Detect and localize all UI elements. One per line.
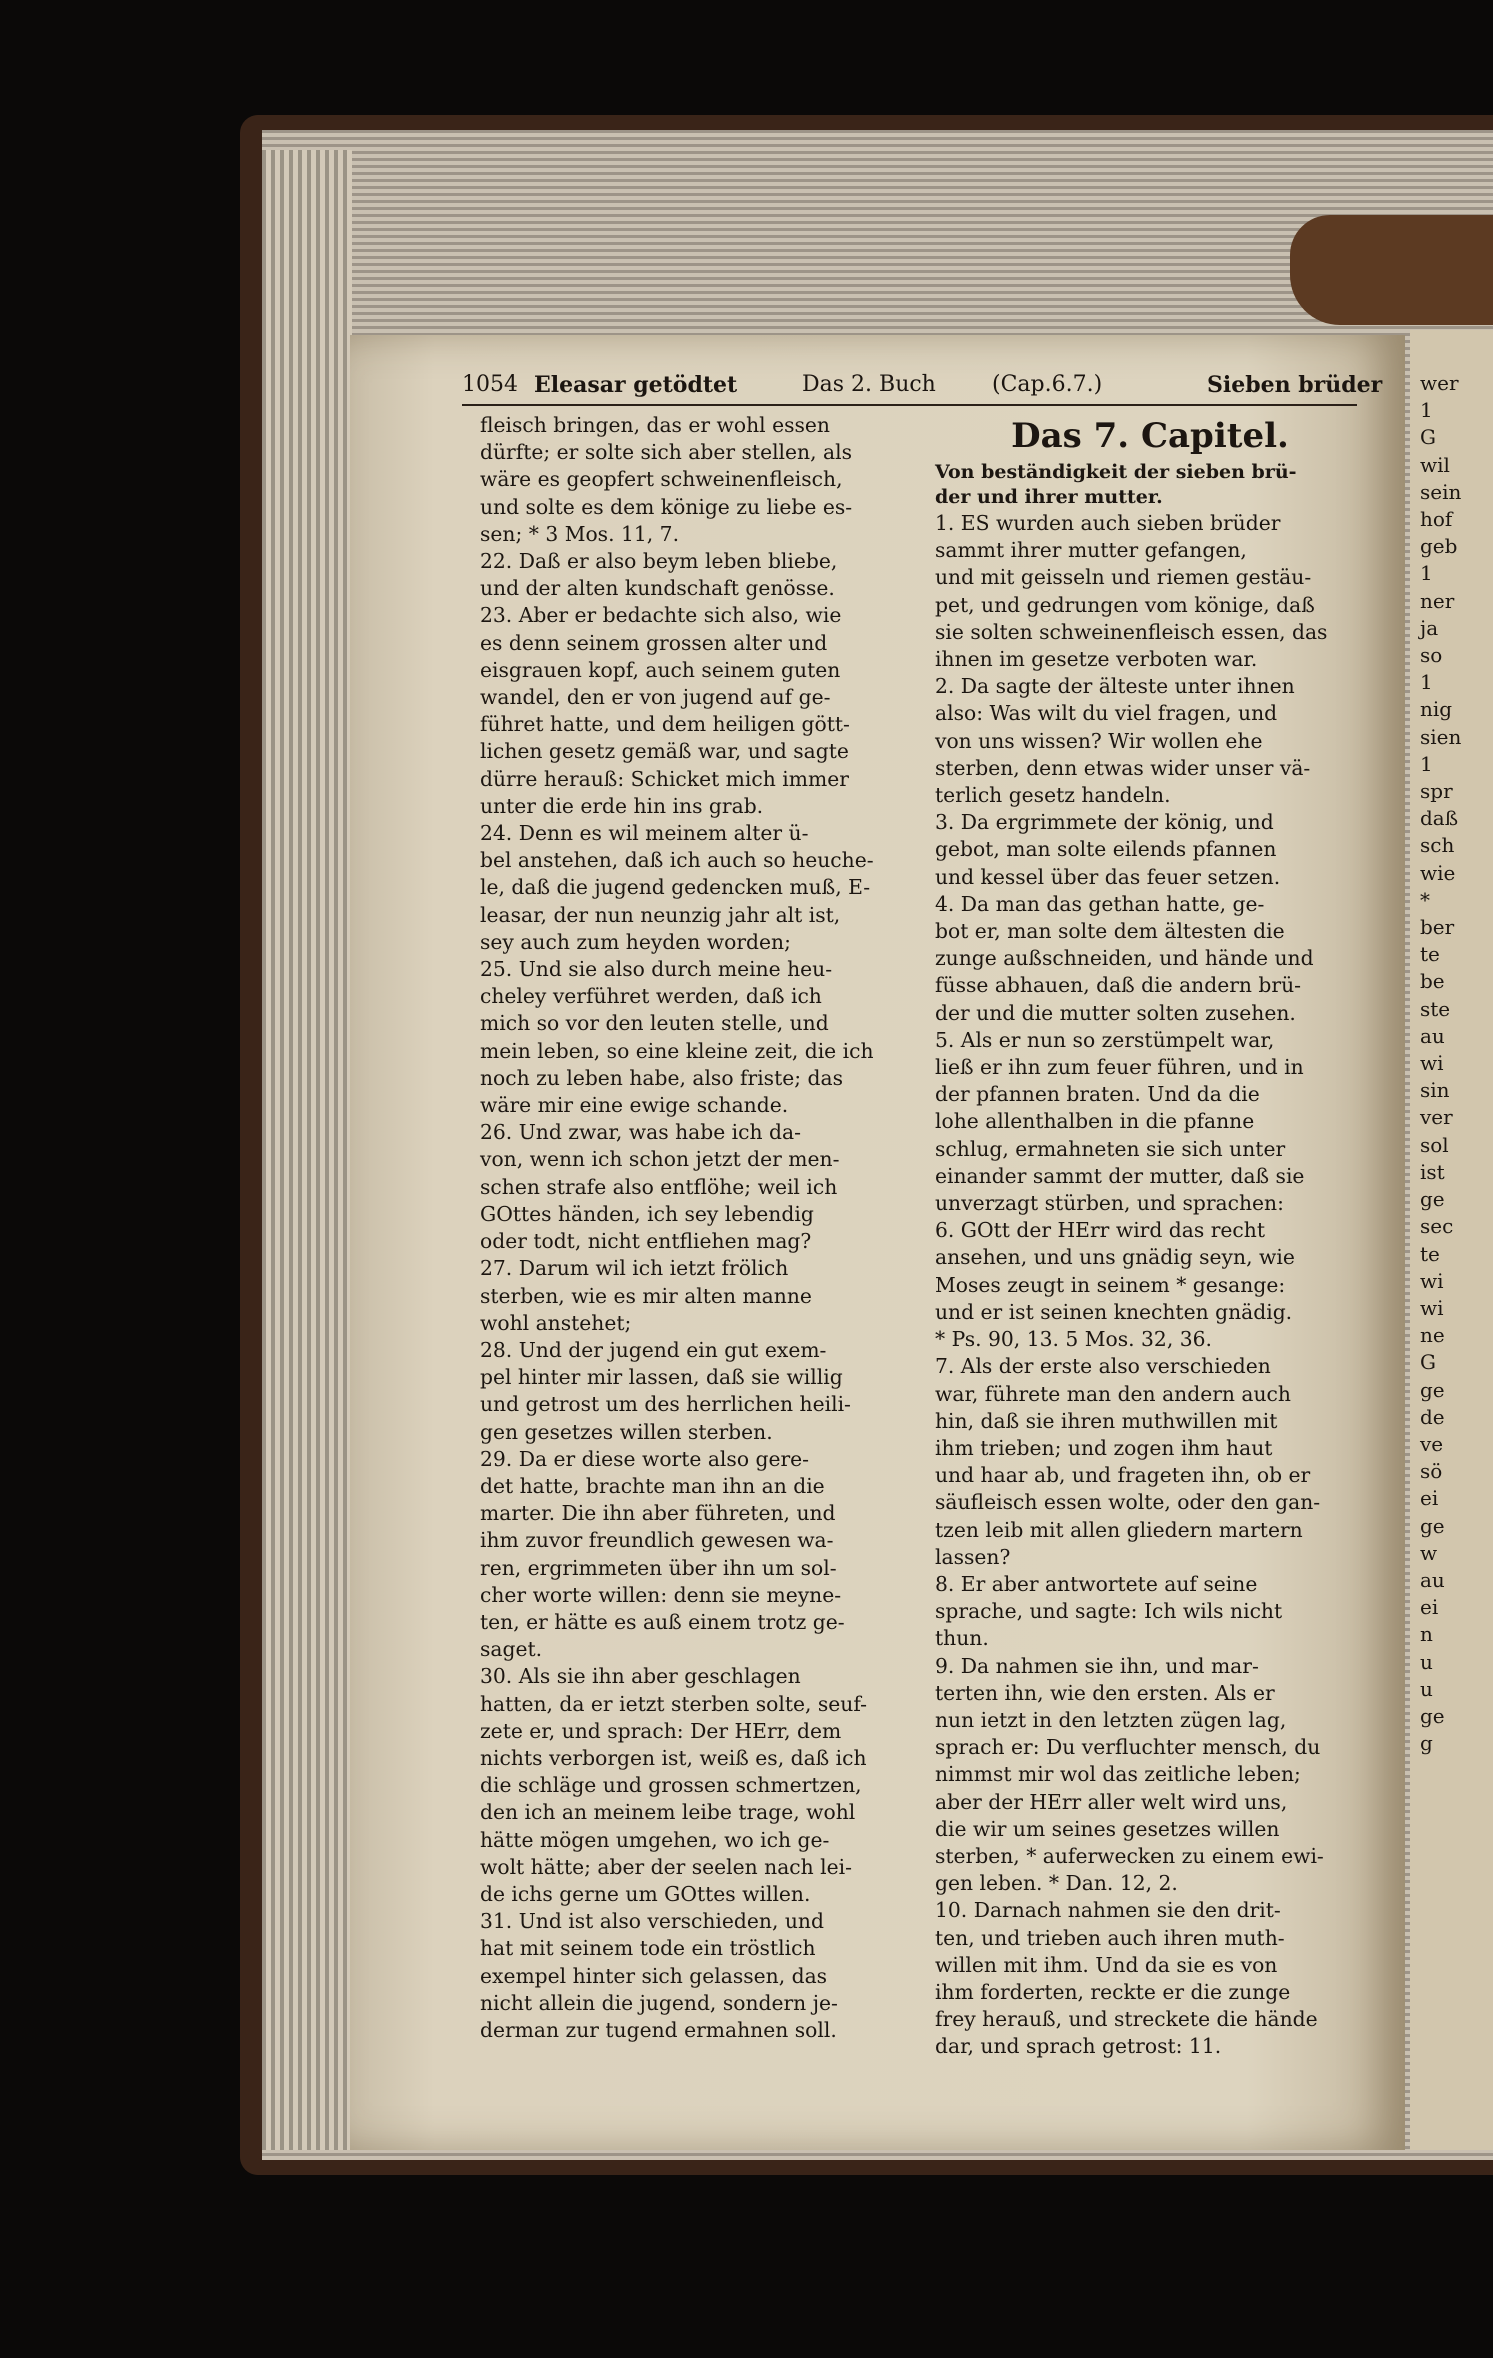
text-line: wohl anstehet; (480, 1310, 632, 1335)
text-line: zete er, und sprach: Der HErr, dem (480, 1718, 842, 1743)
text-line: aber der HErr aller welt wird uns, (935, 1789, 1288, 1814)
text-line: det hatte, brachte man ihn an die (480, 1473, 825, 1498)
facing-page-fragment: wi (1420, 1268, 1444, 1293)
facing-page-fragment: G (1420, 1350, 1436, 1375)
text-line: ten, er hätte es auß einem trotz ge- (480, 1609, 845, 1634)
text-line: thun. (935, 1626, 989, 1651)
facing-page-fragment: ner (1420, 588, 1455, 613)
text-line: ren, ergrimmeten über ihn um sol- (480, 1555, 837, 1580)
facing-page-fragment: n (1420, 1622, 1433, 1647)
text-line: hin, daß sie ihren muthwillen mit (935, 1408, 1278, 1433)
chapter-reference: (Cap.6.7.) (992, 372, 1103, 397)
facing-page-fragment: wer (1420, 371, 1459, 395)
text-line: den ich an meinem leibe trage, wohl (480, 1800, 856, 1825)
right-text-column (935, 412, 1365, 2061)
facing-page-fragment: ste (1420, 996, 1451, 1021)
summary-line: der und ihrer mutter. (935, 486, 1163, 508)
text-line: schlug, ermahneten sie sich unter (935, 1136, 1286, 1161)
text-line: 23. Aber er bedachte sich also, wie (480, 603, 842, 628)
page-edges-side (262, 150, 352, 2150)
text-line: sie solten schweinenfleisch essen, das (935, 619, 1328, 644)
text-line: willen mit ihm. Und da sie es von (935, 1952, 1278, 1977)
facing-page-fragment: u (1420, 1649, 1433, 1674)
text-line: mich so vor den leuten stelle, und (480, 1011, 829, 1036)
text-line: wäre mir eine ewige schande. (480, 1093, 789, 1118)
facing-page-fragment: wie (1420, 860, 1456, 885)
text-line: cher worte willen: denn sie meyne- (480, 1582, 842, 1607)
text-line: füsse abhauen, daß die andern brü- (935, 973, 1302, 998)
text-line: und solte es dem könige zu liebe es- (480, 494, 853, 519)
left-text-column (480, 412, 912, 2044)
text-line: 28. Und der jugend ein gut exem- (480, 1337, 827, 1362)
text-line: terlich gesetz handeln. (935, 783, 1171, 808)
text-line: unter die erde hin ins grab. (480, 793, 764, 818)
text-line: und getrost um des herrlichen heili- (480, 1392, 851, 1417)
text-line: sen; * 3 Mos. 11, 7. (480, 521, 680, 546)
facing-page-fragment: ge (1420, 1377, 1445, 1402)
text-line: mein leben, so eine kleine zeit, die ich (480, 1038, 874, 1063)
text-line: de ichs gerne um GOttes willen. (480, 1881, 811, 1906)
facing-page-fragment: sin (1420, 1078, 1450, 1103)
facing-page-fragment: te (1420, 942, 1440, 967)
page-number: 1054 (462, 372, 518, 397)
text-line: eisgrauen kopf, auch seinem guten (480, 657, 841, 682)
text-line: sterben, wie es mir alten manne (480, 1283, 812, 1308)
text-line: war, führete man den andern auch (935, 1381, 1291, 1406)
text-line: und er ist seinen knechten gnädig. (935, 1299, 1293, 1324)
text-line: ihnen im gesetze verboten war. (935, 647, 1258, 672)
text-line: sammt ihrer mutter gefangen, (935, 538, 1247, 563)
text-line: bel anstehen, daß ich auch so heuche- (480, 848, 874, 873)
text-line: sprach er: Du verfluchter mensch, du (935, 1735, 1321, 1760)
text-line: und der alten kundschaft genösse. (480, 576, 835, 601)
text-line: 1. ES wurden auch sieben brüder (935, 511, 1281, 535)
text-line: nun ietzt in den letzten zügen lag, (935, 1707, 1287, 1732)
text-line: wandel, den er von jugend auf ge- (480, 685, 831, 710)
text-line: sey auch zum heyden worden; (480, 929, 791, 954)
text-line: ihm trieben; und zogen ihm haut (935, 1435, 1273, 1460)
text-line: hätte mögen umgehen, wo ich ge- (480, 1827, 830, 1852)
facing-page-fragment: ja (1420, 615, 1439, 640)
text-line: 31. Und ist also verschieden, und (480, 1909, 824, 1934)
text-line: der und die mutter solten zusehen. (935, 1000, 1296, 1025)
book-title: Das 2. Buch (802, 372, 936, 397)
text-line: 2. Da sagte der älteste unter ihnen (935, 674, 1295, 699)
text-line: 8. Er aber antwortete auf seine (935, 1571, 1258, 1596)
facing-page-fragment: sien (1420, 724, 1462, 749)
facing-page-fragment: 1 (1420, 398, 1433, 423)
facing-page-fragment: ber (1420, 915, 1455, 940)
text-line: Moses zeugt in seinem * gesange: (935, 1272, 1286, 1297)
facing-page-fragment: au (1420, 1567, 1445, 1592)
text-line: säufleisch essen wolte, oder den gan- (935, 1490, 1321, 1515)
facing-page-fragment: sö (1420, 1459, 1443, 1484)
facing-page-fragment: ve (1420, 1431, 1444, 1456)
summary-line: Von beständigkeit der sieben brü- (935, 461, 1297, 483)
text-line: hatten, da er ietzt sterben solte, seuf- (480, 1691, 868, 1716)
text-line: hat mit seinem tode ein tröstlich (480, 1936, 816, 1961)
right-running-title: Sieben brüder (1207, 372, 1383, 398)
text-line: und haar ab, und frageten ihn, ob er (935, 1463, 1311, 1488)
text-line: fleisch bringen, das er wohl essen (480, 413, 830, 437)
facing-page-fragment: daß (1420, 806, 1459, 831)
facing-page-fragment: u (1420, 1676, 1433, 1701)
text-line: 5. Als er nun so zerstümpelt war, (935, 1027, 1275, 1052)
text-line: es denn seinem grossen alter und (480, 630, 828, 655)
facing-page-fragment: au (1420, 1023, 1445, 1048)
text-line: 26. Und zwar, was habe ich da- (480, 1120, 801, 1145)
text-line: gebot, man solte eilends pfannen (935, 837, 1277, 862)
text-line: saget. (480, 1637, 543, 1662)
text-line: nicht allein die jugend, sondern je- (480, 1990, 838, 2015)
text-line: GOttes händen, ich sey lebendig (480, 1201, 814, 1226)
text-line: von, wenn ich schon jetzt der men- (480, 1147, 840, 1172)
text-line: führet hatte, und dem heiligen gött- (480, 712, 850, 737)
facing-page-fragment: 1 (1420, 670, 1433, 695)
text-line: also: Was wilt du viel fragen, und (935, 701, 1278, 726)
text-line: ihm forderten, reckte er die zunge (935, 1979, 1291, 2004)
text-line: ihm zuvor freundlich gewesen wa- (480, 1528, 834, 1553)
facing-page-fragment: ei (1420, 1595, 1439, 1620)
text-line: gen gesetzes willen sterben. (480, 1419, 773, 1444)
text-line: die schläge und grossen schmertzen, (480, 1773, 862, 1798)
chapter-summary (935, 460, 1365, 510)
text-line: leasar, der nun neunzig jahr alt ist, (480, 902, 841, 927)
facing-page-fragment: 1 (1420, 751, 1433, 776)
facing-page-fragment: nig (1420, 697, 1453, 722)
text-line: 25. Und sie also durch meine heu- (480, 957, 833, 982)
text-line: wolt hätte; aber der seelen nach lei- (480, 1854, 852, 1879)
text-line: schen strafe also entflöhe; weil ich (480, 1174, 838, 1199)
text-line: 7. Als der erste also verschieden (935, 1354, 1271, 1379)
text-line: unverzagt stürben, und sprachen: (935, 1191, 1284, 1216)
text-line: sterben, * auferwecken zu einem ewi- (935, 1843, 1324, 1868)
text-line: gen leben. * Dan. 12, 2. (935, 1871, 1178, 1896)
facing-page-fragment: sec (1420, 1214, 1454, 1239)
facing-page-fragment: ge (1420, 1187, 1445, 1212)
text-line: 6. GOtt der HErr wird das recht (935, 1218, 1265, 1243)
facing-page-fragment: 1 (1420, 561, 1433, 586)
facing-page-fragment: G (1420, 425, 1436, 450)
text-line: einander sammt der mutter, daß sie (935, 1163, 1305, 1188)
text-line: 4. Da man das gethan hatte, ge- (935, 891, 1265, 916)
text-line: die wir um seines gesetzes willen (935, 1816, 1280, 1841)
facing-page-fragment: sein (1420, 479, 1462, 504)
text-line: terten ihn, wie den ersten. Als er (935, 1680, 1275, 1705)
text-line: ließ er ihn zum feuer führen, und in (935, 1055, 1304, 1080)
text-line: oder todt, nicht entfliehen mag? (480, 1229, 812, 1254)
text-line: nichts verborgen ist, weiß es, daß ich (480, 1745, 867, 1770)
facing-page-fragment: wil (1420, 452, 1450, 477)
text-line: sterben, denn etwas wider unser vä- (935, 755, 1311, 780)
text-line: pet, und gedrungen vom könige, daß (935, 592, 1315, 617)
bookmark-ribbon (1290, 215, 1493, 325)
facing-page-fragment: sch (1420, 833, 1455, 858)
facing-page-fragment: hof (1420, 507, 1453, 532)
text-line: cheley verführet werden, daß ich (480, 984, 822, 1009)
text-line: 22. Daß er also beym leben bliebe, (480, 549, 838, 574)
facing-page-fragment: ge (1420, 1703, 1445, 1728)
facing-page-fragment: ei (1420, 1486, 1439, 1511)
facing-page-fragment: ge (1420, 1513, 1445, 1538)
facing-page-fragment: ver (1420, 1105, 1453, 1130)
facing-page-fragment: g (1420, 1731, 1433, 1756)
text-line: frey herauß, und streckete die hände (935, 2007, 1318, 2032)
facing-page-fragment: sol (1420, 1132, 1449, 1157)
text-line: 27. Darum wil ich ietzt frölich (480, 1256, 789, 1281)
text-line: 3. Da ergrimmete der könig, und (935, 810, 1274, 835)
facing-page-fragment: ist (1420, 1159, 1445, 1184)
facing-page-fragment: be (1420, 969, 1445, 994)
right-column-verses (935, 510, 1365, 2061)
text-line: 10. Darnach nahmen sie den drit- (935, 1898, 1281, 1923)
text-line: noch zu leben habe, also friste; das (480, 1065, 844, 1090)
text-line: 30. Als sie ihn aber geschlagen (480, 1664, 801, 1689)
facing-page-fragment: so (1420, 643, 1443, 668)
text-line: sprache, und sagte: Ich wils nicht (935, 1599, 1283, 1624)
text-line: lohe allenthalben in die pfanne (935, 1109, 1255, 1134)
text-line: und mit geisseln und riemen gestäu- (935, 565, 1312, 590)
text-line: 9. Da nahmen sie ihn, und mar- (935, 1653, 1259, 1678)
facing-page-fragment: wi (1420, 1051, 1444, 1076)
text-line: le, daß die jugend gedencken muß, E- (480, 875, 871, 900)
text-line: der pfannen braten. Und da die (935, 1082, 1260, 1107)
text-line: und kessel über das feuer setzen. (935, 864, 1281, 889)
text-line: von uns wissen? Wir wollen ehe (935, 728, 1263, 753)
chapter-heading: Das 7. Capitel. (1011, 416, 1289, 456)
facing-page-fragment: de (1420, 1404, 1445, 1429)
text-line: zunge außschneiden, und hände und (935, 946, 1314, 971)
facing-page-fragment: ne (1420, 1323, 1445, 1348)
facing-page-fragment: * (1420, 887, 1430, 912)
text-line: exempel hinter sich gelassen, das (480, 1963, 828, 1988)
text-line: dürfte; er solte sich aber stellen, als (480, 440, 852, 465)
text-line: 24. Denn es wil meinem alter ü- (480, 821, 809, 846)
text-line: lichen gesetz gemäß war, und sagte (480, 739, 849, 764)
facing-page-fragment: wi (1420, 1295, 1444, 1320)
text-line: nimmst mir wol das zeitliche leben; (935, 1762, 1301, 1787)
facing-page-fragment: geb (1420, 534, 1458, 559)
text-line: dürre herauß: Schicket mich immer (480, 766, 849, 791)
text-line: lassen? (935, 1544, 1011, 1569)
text-line: marter. Die ihn aber führeten, und (480, 1501, 836, 1526)
left-running-title: Eleasar getödtet (534, 372, 738, 398)
facing-page-fragment: te (1420, 1241, 1440, 1266)
text-line: derman zur tugend ermahnen soll. (480, 2017, 837, 2042)
text-line: bot er, man solte dem ältesten die (935, 919, 1285, 944)
text-line: ansehen, und uns gnädig seyn, wie (935, 1245, 1295, 1270)
facing-page-text (1420, 370, 1461, 1757)
running-head (462, 368, 1383, 406)
text-line: ten, und trieben auch ihren muth- (935, 1925, 1285, 1950)
text-line: 29. Da er diese worte also gere- (480, 1446, 810, 1471)
text-line: dar, und sprach getrost: 11. (935, 2034, 1222, 2059)
facing-page-fragment: spr (1420, 779, 1453, 804)
text-line: tzen leib mit allen gliedern martern (935, 1517, 1303, 1542)
text-line: * Ps. 90, 13. 5 Mos. 32, 36. (935, 1327, 1212, 1352)
text-line: pel hinter mir lassen, daß sie willig (480, 1365, 843, 1390)
text-line: wäre es geopfert schweinenfleisch, (480, 467, 843, 492)
facing-page-fragment: w (1420, 1540, 1438, 1565)
